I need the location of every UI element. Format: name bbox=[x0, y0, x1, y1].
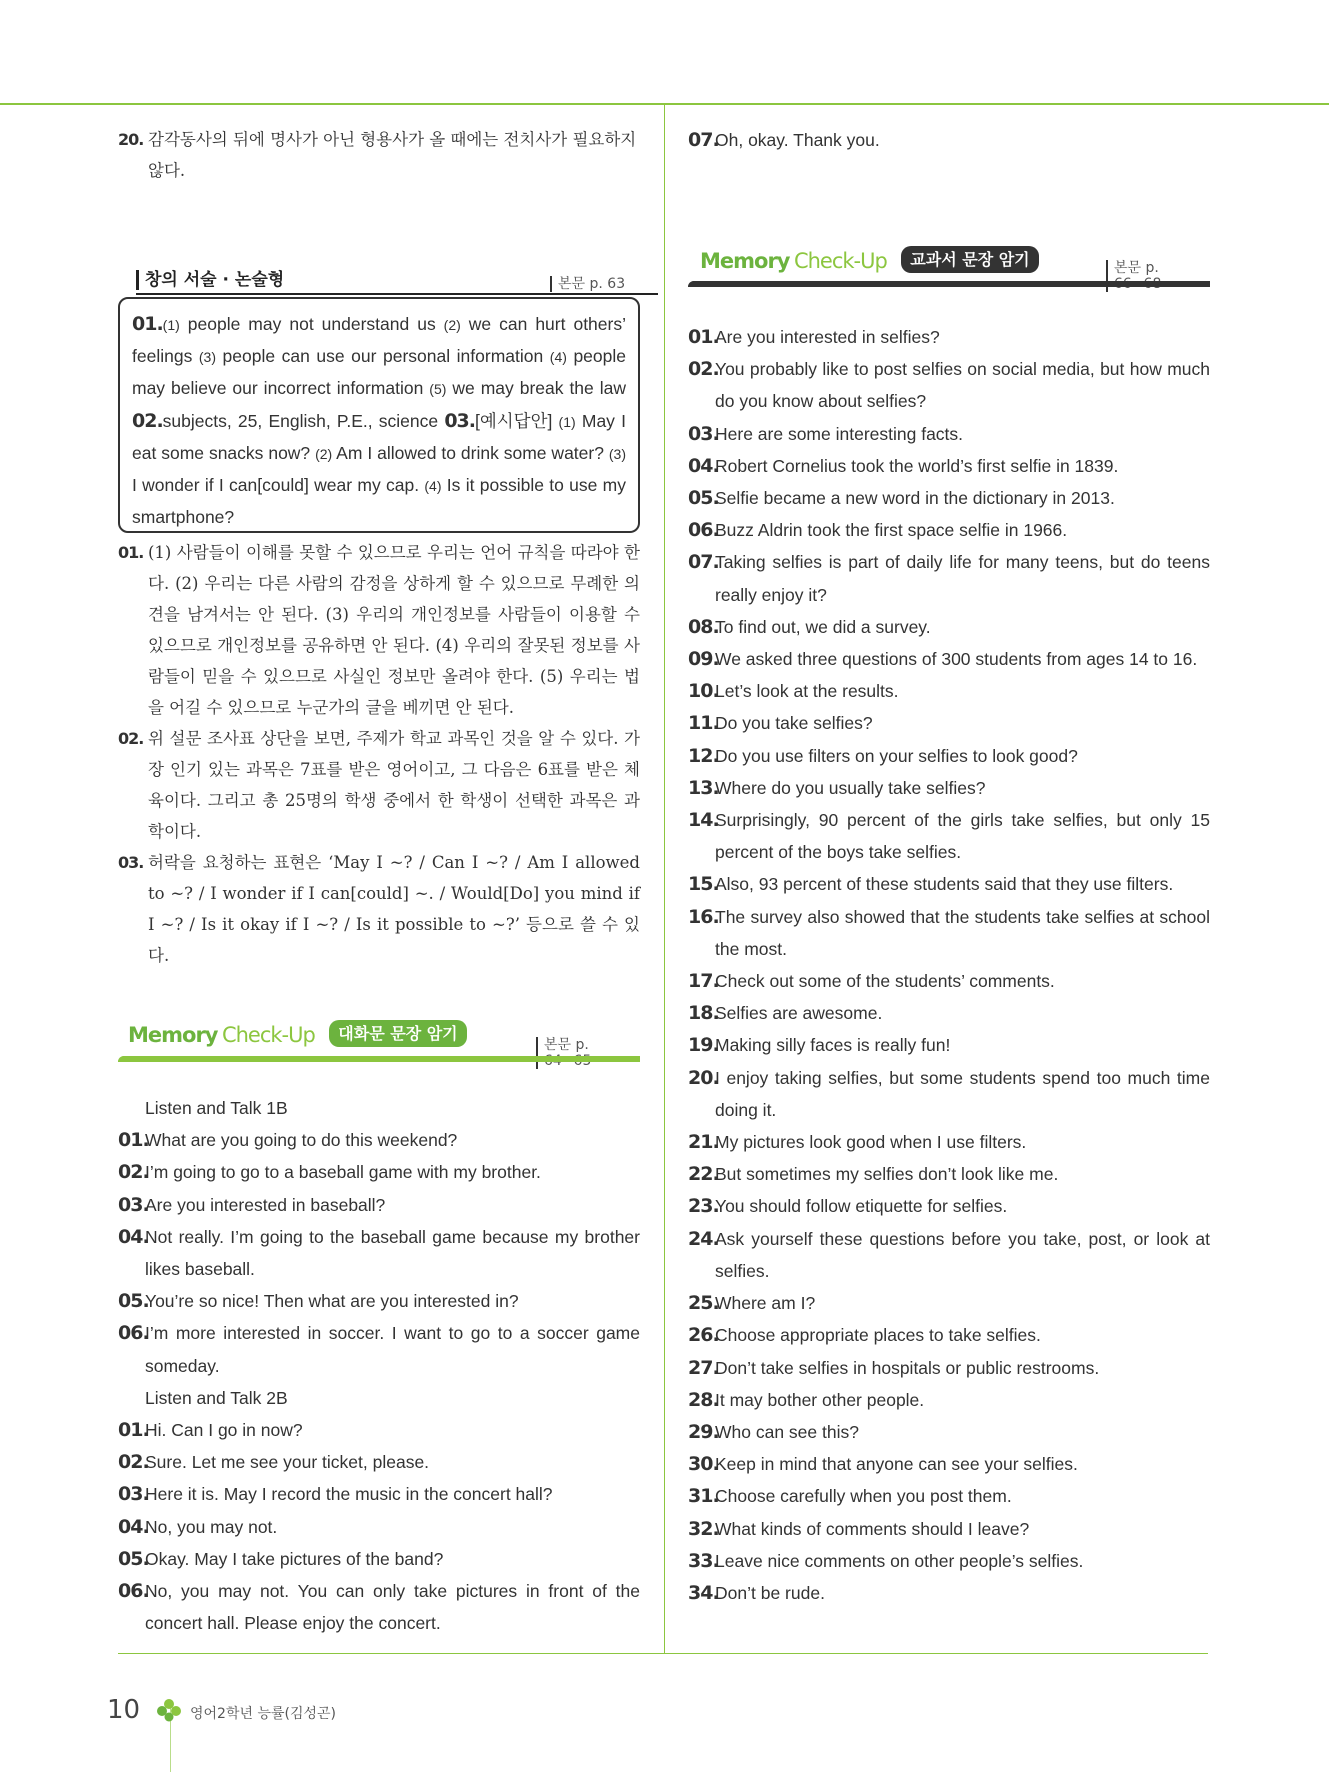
item-number: 03. bbox=[688, 422, 719, 445]
memory-checkup-textbook-header bbox=[700, 246, 1039, 276]
item-text: Oh, okay. Thank you. bbox=[715, 130, 880, 150]
page-number: 10 bbox=[107, 1695, 141, 1725]
item-text: Sure. Let me see your ticket, please. bbox=[145, 1452, 430, 1473]
item-number: 04. bbox=[688, 454, 719, 477]
item-text: What are you going to do this weekend? bbox=[145, 1130, 458, 1151]
sentence-item bbox=[688, 1287, 1210, 1319]
item-number: 24. bbox=[688, 1227, 719, 1250]
dialog-item bbox=[118, 1221, 640, 1285]
creative-answer-box bbox=[118, 297, 640, 533]
item-number: 02. bbox=[688, 358, 719, 381]
answer-text: people can use our personal information bbox=[216, 346, 550, 367]
item-number: 29. bbox=[688, 1420, 719, 1443]
sentence-item bbox=[688, 1448, 1210, 1480]
item-text: Where am I? bbox=[715, 1293, 816, 1314]
dialog-item bbox=[118, 1285, 640, 1317]
sentence-item bbox=[688, 1416, 1210, 1448]
sentence-item bbox=[688, 1190, 1210, 1222]
item-number: 27. bbox=[688, 1356, 719, 1379]
sentence-item bbox=[688, 1158, 1210, 1190]
sub-marker: (2) bbox=[443, 317, 461, 333]
sub-marker: (4) bbox=[549, 349, 567, 366]
item-text: Selfies are awesome. bbox=[715, 1003, 883, 1024]
sentence-item bbox=[688, 740, 1210, 772]
dialog-list bbox=[118, 1092, 640, 1639]
memory-label: Memory bbox=[700, 249, 790, 273]
dialog-item bbox=[688, 124, 1210, 156]
sentence-item bbox=[688, 353, 1210, 417]
answer-text: subjects, 25, English, P.E., science bbox=[162, 410, 445, 431]
item-number: 07. bbox=[688, 129, 719, 151]
dialog-subhead: Listen and Talk 1B bbox=[145, 1098, 288, 1118]
item-number: 01. bbox=[118, 1129, 149, 1152]
item-number: 10. bbox=[688, 680, 719, 703]
sentence-item bbox=[688, 675, 1210, 707]
sentence-item bbox=[688, 514, 1210, 546]
explanation-20 bbox=[118, 124, 640, 186]
dialog-item bbox=[118, 1575, 640, 1639]
item-text: Where do you usually take selfies? bbox=[715, 777, 986, 798]
item-text: No, you may not. You can only take pictures in front of the concert hall. Please enjoy the concert. bbox=[145, 1581, 640, 1634]
item-text: Okay. May I take pictures of the band? bbox=[145, 1548, 444, 1569]
explanation-number: 01. bbox=[118, 543, 144, 562]
sentence-item bbox=[688, 1384, 1210, 1416]
explanation-item bbox=[118, 847, 640, 971]
memory-label: Memory bbox=[128, 1023, 218, 1047]
answer-text: people may not understand us bbox=[179, 314, 444, 334]
item-text: Choose appropriate places to take selfies. bbox=[715, 1325, 1041, 1346]
textbook-page-ref: 본문 p. 66~68 bbox=[1106, 260, 1210, 292]
item-number: 18. bbox=[688, 1002, 719, 1025]
item-number: 26. bbox=[688, 1324, 719, 1347]
answer-number: 01. bbox=[132, 313, 163, 335]
sub-marker: (3) bbox=[198, 349, 216, 366]
explanation-text: 위 설문 조사표 상단을 보면, 주제가 학교 과목인 것을 알 수 있다. 가장 인기 있는 과목은 7표를 받은 영어이고, 그 다음은 6표를 받은 체육이다. 그리고 총 25명의 학생 중에서 한 학생이 선택한 과목은 과학이다. bbox=[148, 729, 640, 841]
dialog-item bbox=[118, 1511, 640, 1543]
creative-section-title: 창의 서술 · 논술형 bbox=[136, 270, 284, 290]
item-number: 01. bbox=[688, 326, 719, 348]
explanation-number: 02. bbox=[118, 729, 144, 748]
item-text: Robert Cornelius took the world’s first selfie in 1839. bbox=[715, 455, 1119, 476]
item-text: You should follow etiquette for selfies. bbox=[715, 1196, 1008, 1217]
sentence-item bbox=[688, 901, 1210, 965]
item-text: But sometimes my selfies don’t look like me. bbox=[715, 1164, 1059, 1185]
checkup-label: Check-Up bbox=[221, 1023, 315, 1047]
item-text: No, you may not. bbox=[145, 1516, 278, 1537]
item-number: 05. bbox=[118, 1547, 149, 1570]
item-number: 05. bbox=[118, 1290, 149, 1313]
dialog-item bbox=[118, 1478, 640, 1510]
item-number: 31. bbox=[688, 1485, 719, 1508]
dialog-subhead: Listen and Talk 2B bbox=[145, 1387, 288, 1408]
item-text: What kinds of comments should I leave? bbox=[715, 1518, 1030, 1539]
sub-marker: (5) bbox=[429, 381, 447, 398]
item-number: 03. bbox=[118, 1193, 149, 1216]
answer-label: [예시답안] bbox=[475, 410, 559, 431]
item-number: 06. bbox=[118, 1322, 149, 1345]
item-number: 15. bbox=[688, 873, 719, 896]
item-number: 12. bbox=[688, 744, 719, 767]
item-text: To find out, we did a survey. bbox=[715, 616, 931, 637]
item-text: Who can see this? bbox=[715, 1421, 859, 1442]
explanation-number: 20. bbox=[118, 130, 144, 149]
item-number: 13. bbox=[688, 776, 719, 799]
item-number: 06. bbox=[118, 1580, 149, 1603]
dialog-item bbox=[118, 1543, 640, 1575]
dialog-page-ref: 본문 p. 64~65 bbox=[536, 1037, 640, 1069]
item-number: 02. bbox=[118, 1451, 149, 1474]
item-text: Do you take selfies? bbox=[715, 713, 873, 734]
item-text: Making silly faces is really fun! bbox=[715, 1035, 951, 1056]
item-number: 05. bbox=[688, 487, 719, 510]
item-text: Here are some interesting facts. bbox=[715, 423, 964, 444]
explanations-list bbox=[118, 537, 640, 971]
item-text: Also, 93 percent of these students said that they use filters. bbox=[715, 874, 1174, 895]
item-text: You’re so nice! Then what are you interested in? bbox=[145, 1291, 519, 1312]
item-number: 07. bbox=[688, 551, 719, 574]
item-number: 16. bbox=[688, 905, 719, 928]
item-text: Check out some of the students’ comments. bbox=[715, 971, 1055, 992]
sentence-item bbox=[688, 450, 1210, 482]
item-text: Hi. Can I go in now? bbox=[145, 1420, 303, 1441]
item-text: Choose carefully when you post them. bbox=[715, 1486, 1012, 1507]
section-badge: 교과서 문장 암기 bbox=[901, 246, 1038, 273]
dialog-item bbox=[118, 1414, 640, 1446]
item-text: Surprisingly, 90 percent of the girls take selfies, but only 15 percent of the boys take selfies. bbox=[715, 810, 1210, 863]
sentence-item bbox=[688, 1545, 1210, 1577]
sentence-item bbox=[688, 1223, 1210, 1287]
item-text: Here it is. May I record the music in the concert hall? bbox=[145, 1484, 553, 1505]
explanation-text: 감각동사의 뒤에 명사가 아닌 형용사가 올 때에는 전치사가 필요하지 않다. bbox=[148, 130, 637, 180]
item-number: 32. bbox=[688, 1517, 719, 1540]
answer-text: May I eat some snacks now? bbox=[132, 410, 626, 463]
item-text: Leave nice comments on other people’s selfies. bbox=[715, 1550, 1084, 1571]
answer-text: Am I allowed to drink some water? bbox=[332, 442, 609, 463]
item-text: Selfie became a new word in the dictionary in 2013. bbox=[715, 488, 1115, 509]
item-number: 02. bbox=[118, 1161, 149, 1184]
item-text: The survey also showed that the students take selfies at school the most. bbox=[715, 906, 1210, 959]
dialog-continuation bbox=[688, 124, 1210, 156]
sentence-item bbox=[688, 1319, 1210, 1351]
item-text: Are you interested in selfies? bbox=[715, 327, 940, 347]
sub-marker: (4) bbox=[424, 478, 442, 495]
explanation-text: 허락을 요청하는 표현은 ‘May I ~? / Can I ~? / Am I allowed to ~? / I wonder if I can[could] ~. / Would[Do] you mind if I ~? / Is it okay if I ~? / Is it possible to ~?’ 등으로 쓸 수 있다. bbox=[148, 853, 640, 965]
item-number: 34. bbox=[688, 1581, 719, 1604]
item-number: 03. bbox=[118, 1483, 149, 1506]
creative-page-ref: 본문 p. 63 bbox=[550, 276, 625, 292]
sentence-item bbox=[688, 482, 1210, 514]
answer-text: we may break the law bbox=[446, 378, 626, 399]
sub-marker: (3) bbox=[608, 445, 627, 462]
answer-number: 02. bbox=[132, 409, 163, 432]
item-number: 08. bbox=[688, 615, 719, 638]
item-text: Ask yourself these questions before you take, post, or look at selfies. bbox=[715, 1228, 1210, 1281]
answer-text: I wonder if I can[could] wear my cap. bbox=[132, 475, 425, 496]
item-text: Keep in mind that anyone can see your selfies. bbox=[715, 1454, 1078, 1475]
memory-header-line bbox=[118, 1056, 640, 1062]
sentence-item bbox=[688, 611, 1210, 643]
item-text: It may bother other people. bbox=[715, 1389, 925, 1410]
item-number: 23. bbox=[688, 1195, 719, 1218]
checkup-label: Check-Up bbox=[793, 249, 887, 273]
item-number: 33. bbox=[688, 1549, 719, 1572]
book-title: 영어2학년 능률(김성곤) bbox=[190, 1706, 336, 1722]
sentence-item bbox=[688, 804, 1210, 868]
item-number: 30. bbox=[688, 1453, 719, 1476]
item-text: We asked three questions of 300 students from ages 14 to 16. bbox=[715, 649, 1198, 670]
memory-header-line bbox=[688, 281, 1210, 287]
sentence-item bbox=[688, 965, 1210, 997]
item-number: 09. bbox=[688, 648, 719, 671]
item-number: 25. bbox=[688, 1292, 719, 1315]
dialog-item bbox=[118, 1124, 640, 1156]
sub-marker: (1) bbox=[162, 317, 180, 333]
sentence-item bbox=[688, 772, 1210, 804]
item-number: 20. bbox=[688, 1066, 719, 1089]
sentence-item bbox=[688, 1126, 1210, 1158]
explanation-item bbox=[118, 537, 640, 723]
answer-text: people may believe our incorrect information bbox=[132, 346, 627, 399]
sentence-item bbox=[688, 868, 1210, 900]
item-number: 17. bbox=[688, 970, 719, 993]
item-text: My pictures look good when I use filters. bbox=[715, 1132, 1027, 1153]
sub-marker: (2) bbox=[315, 445, 333, 462]
sentence-item bbox=[688, 321, 1210, 353]
sentence-item bbox=[688, 1029, 1210, 1061]
item-number: 04. bbox=[118, 1515, 149, 1538]
item-text: I’m more interested in soccer. I want to go to a soccer game someday. bbox=[145, 1323, 640, 1376]
sentence-item bbox=[688, 1062, 1210, 1126]
item-number: 28. bbox=[688, 1388, 719, 1411]
item-text: Not really. I’m going to the baseball game because my brother likes baseball. bbox=[145, 1226, 640, 1280]
item-number: 21. bbox=[688, 1131, 719, 1154]
answer-text: Is it possible to use my smartphone? bbox=[132, 475, 626, 528]
item-number: 22. bbox=[688, 1163, 719, 1186]
clover-leaf-icon bbox=[157, 1698, 181, 1724]
item-number: 01. bbox=[118, 1419, 149, 1442]
creative-title-underline bbox=[136, 293, 658, 295]
item-text: I enjoy taking selfies, but some students spend too much time doing it. bbox=[715, 1067, 1210, 1120]
textbook-sentence-list bbox=[688, 321, 1210, 1609]
item-text: Are you interested in baseball? bbox=[145, 1194, 386, 1215]
answer-number: 03. bbox=[444, 409, 475, 432]
explanation-item bbox=[118, 723, 640, 847]
bottom-rule bbox=[118, 1653, 1208, 1654]
answer-text: we can hurt others’ feelings bbox=[132, 314, 626, 367]
item-number: 14. bbox=[688, 809, 719, 832]
item-text: Do you use filters on your selfies to look good? bbox=[715, 745, 1078, 766]
dialog-item bbox=[118, 1317, 640, 1381]
column-divider bbox=[664, 105, 665, 1653]
item-text: Taking selfies is part of daily life for many teens, but do teens really enjoy it? bbox=[715, 552, 1210, 605]
item-text: Don’t take selfies in hospitals or public restrooms. bbox=[715, 1357, 1100, 1378]
sentence-item bbox=[688, 643, 1210, 675]
item-number: 04. bbox=[118, 1225, 149, 1248]
sentence-item bbox=[688, 546, 1210, 610]
sentence-item bbox=[688, 1577, 1210, 1609]
dialog-item bbox=[118, 1446, 640, 1478]
explanation-number: 03. bbox=[118, 853, 144, 872]
item-number: 06. bbox=[688, 519, 719, 542]
item-text: I’m going to go to a baseball game with my brother. bbox=[145, 1162, 541, 1183]
sentence-item bbox=[688, 1513, 1210, 1545]
sentence-item bbox=[688, 997, 1210, 1029]
explanation-text: (1) 사람들이 이해를 못할 수 있으므로 우리는 언어 규칙을 따라야 한다. (2) 우리는 다른 사람의 감정을 상하게 할 수 있으므로 무례한 의견을 남겨서는 안 된다. (3) 우리의 개인정보를 사람들이 이용할 수 있으므로 개인정보를 공유하면 안 된다. (4) 우리의 잘못된 정보를 사람들이 믿을 수 있으므로 사실인 정보만 올려야 한다. (5) 우리는 법을 어길 수 있으므로 누군가의 글을 베끼면 안 된다. bbox=[148, 543, 640, 717]
sentence-item bbox=[688, 1352, 1210, 1384]
item-text: Let’s look at the results. bbox=[715, 681, 899, 702]
dialog-item bbox=[118, 1156, 640, 1188]
section-badge: 대화문 문장 암기 bbox=[329, 1020, 466, 1047]
sentence-item bbox=[688, 1480, 1210, 1512]
item-text: Buzz Aldrin took the first space selfie in 1966. bbox=[715, 520, 1068, 541]
item-number: 19. bbox=[688, 1034, 719, 1057]
sub-marker: (1) bbox=[558, 413, 576, 430]
item-text: You probably like to post selfies on social media, but how much do you know about selfies? bbox=[715, 359, 1210, 412]
sentence-item bbox=[688, 418, 1210, 450]
dialog-item bbox=[118, 1189, 640, 1221]
memory-checkup-dialog-header bbox=[128, 1020, 467, 1050]
sentence-item bbox=[688, 707, 1210, 739]
item-text: Don’t be rude. bbox=[715, 1582, 825, 1603]
item-number: 11. bbox=[688, 712, 719, 735]
